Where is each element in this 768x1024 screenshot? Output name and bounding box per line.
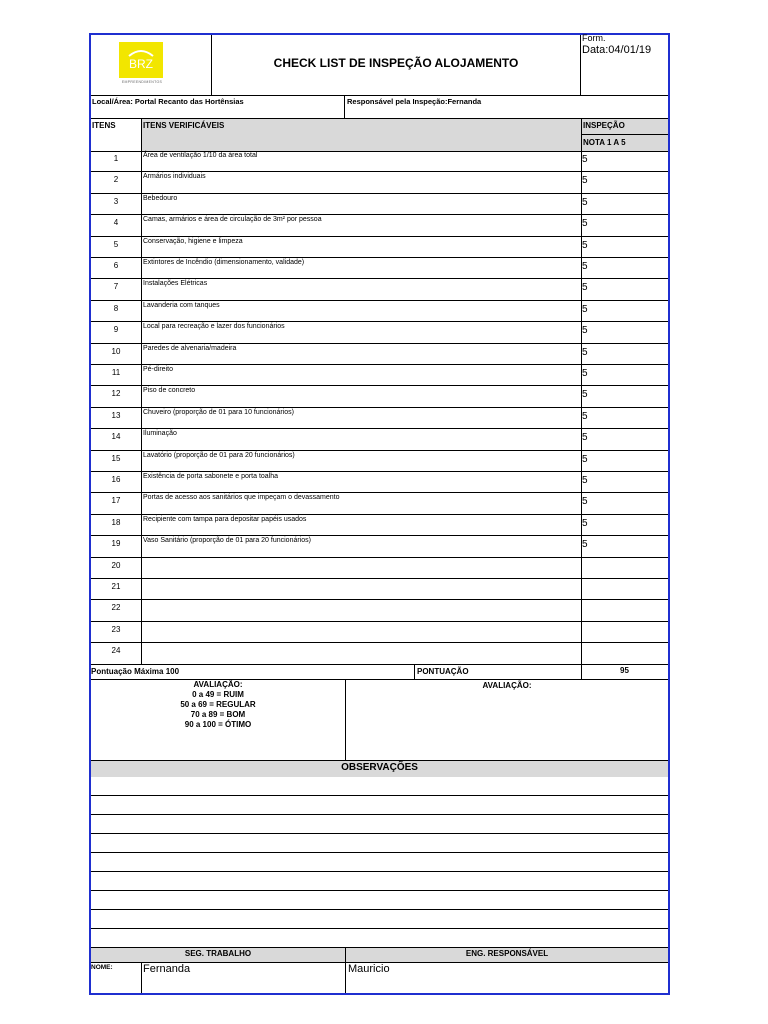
item-score: 5 bbox=[582, 539, 588, 551]
item-score: 5 bbox=[582, 368, 588, 379]
table-row bbox=[91, 322, 668, 343]
item-description: Pé-direito bbox=[143, 366, 173, 373]
form-label: Form. bbox=[582, 33, 606, 43]
item-description: Área de ventilação 1/10 da área total bbox=[143, 152, 258, 159]
col-items-header: ITENS bbox=[92, 121, 116, 130]
item-description: Portas de acesso aos sanitários que impeçam o devassamento bbox=[143, 494, 340, 502]
item-number: 4 bbox=[113, 218, 119, 228]
evaluation-scale bbox=[91, 680, 345, 730]
item-number: 3 bbox=[113, 196, 119, 206]
item-number: 7 bbox=[113, 282, 119, 292]
page-title: CHECK LIST DE INSPEÇÃO ALOJAMENTO bbox=[273, 56, 519, 70]
table-row bbox=[91, 536, 668, 557]
item-number: 20 bbox=[111, 560, 121, 570]
item-number: 10 bbox=[111, 346, 121, 356]
table-row bbox=[91, 215, 668, 236]
item-score: 5 bbox=[582, 410, 588, 422]
item-score: 5 bbox=[582, 475, 588, 486]
logo-text: BRZ bbox=[129, 57, 153, 71]
item-number: 21 bbox=[111, 582, 121, 591]
logo-subtext: EMPREENDIMENTOS bbox=[121, 80, 163, 84]
table-row bbox=[91, 451, 668, 472]
item-score: 5 bbox=[582, 346, 588, 358]
table-row bbox=[91, 408, 668, 429]
item-description: Instalações Elétricas bbox=[143, 280, 208, 288]
observation-line[interactable] bbox=[91, 796, 668, 815]
item-description: Bebedouro bbox=[143, 194, 178, 202]
col-inspection-header: INSPEÇÃO bbox=[583, 121, 625, 130]
observation-line[interactable] bbox=[91, 853, 668, 872]
item-number: 9 bbox=[113, 325, 119, 335]
item-number: 11 bbox=[111, 368, 121, 377]
table-row bbox=[91, 258, 668, 279]
item-score: 5 bbox=[582, 389, 588, 401]
item-description: Piso de concreto bbox=[143, 387, 196, 395]
item-number: 24 bbox=[111, 646, 121, 656]
evaluation-right-title: AVALIAÇÃO: bbox=[482, 681, 532, 690]
item-number: 23 bbox=[111, 624, 121, 634]
table-row bbox=[91, 386, 668, 407]
item-number: 19 bbox=[111, 539, 121, 549]
item-description: Iluminação bbox=[143, 430, 177, 438]
col-note-header: NOTA 1 A 5 bbox=[583, 138, 626, 147]
points-value: 95 bbox=[620, 666, 629, 675]
table-row bbox=[91, 472, 668, 493]
item-score: 5 bbox=[582, 303, 588, 315]
item-description: Extintores de Incêndio (dimensionamento, validade) bbox=[143, 259, 305, 266]
table-row bbox=[91, 365, 668, 386]
eng-responsavel-label: ENG. RESPONSÁVEL bbox=[465, 949, 549, 958]
seg-name: Fernanda bbox=[143, 963, 191, 975]
seg-trabalho-label: SEG. TRABALHO bbox=[184, 949, 252, 958]
item-score: 5 bbox=[582, 432, 588, 444]
item-description: Local para recreação e lazer dos funcionários bbox=[143, 323, 285, 331]
points-label: PONTUAÇÃO bbox=[417, 667, 469, 676]
observation-line[interactable] bbox=[91, 834, 668, 853]
eng-name: Mauricio bbox=[348, 963, 390, 975]
observation-line[interactable] bbox=[91, 872, 668, 891]
item-description: Vaso Sanitário (proporção de 01 para 20 funcionários) bbox=[143, 537, 311, 545]
item-description: Armários individuais bbox=[143, 173, 206, 181]
item-score: 5 bbox=[582, 496, 588, 508]
inspection-responsible: Responsável pela Inspeção:Fernanda bbox=[347, 97, 482, 106]
item-number: 12 bbox=[111, 389, 121, 399]
item-description: Conservação, higiene e limpeza bbox=[143, 237, 243, 245]
table-row bbox=[91, 344, 668, 365]
local-area: Local/Área: Portal Recanto das Hortênsias bbox=[92, 97, 244, 106]
table-row bbox=[91, 515, 668, 536]
table-row bbox=[91, 429, 668, 450]
table-row bbox=[91, 237, 668, 258]
scale-bom: 70 a 89 = BOM bbox=[190, 710, 246, 719]
item-number: 13 bbox=[111, 410, 121, 420]
item-score: 5 bbox=[582, 261, 588, 272]
item-number: 17 bbox=[111, 496, 121, 506]
item-number: 5 bbox=[113, 239, 119, 249]
item-number: 18 bbox=[111, 517, 121, 527]
table-row bbox=[91, 579, 668, 600]
table-row bbox=[91, 600, 668, 621]
item-score: 5 bbox=[582, 154, 588, 165]
observation-line[interactable] bbox=[91, 777, 668, 796]
table-row bbox=[91, 151, 668, 172]
item-score: 5 bbox=[582, 325, 588, 337]
col-verifiable-header: ITENS VERIFICÁVEIS bbox=[143, 121, 225, 130]
max-score-label: Pontuação Máxima 100 bbox=[91, 667, 180, 676]
date-label: Data:04/01/19 bbox=[582, 44, 652, 56]
item-number: 1 bbox=[113, 154, 119, 163]
item-score: 5 bbox=[582, 517, 588, 529]
table-row bbox=[91, 172, 668, 193]
item-number: 22 bbox=[111, 603, 121, 613]
observation-line[interactable] bbox=[91, 891, 668, 910]
item-score: 5 bbox=[582, 453, 588, 465]
item-number: 8 bbox=[113, 303, 119, 313]
item-score: 5 bbox=[582, 282, 588, 294]
item-number: 15 bbox=[111, 453, 121, 463]
item-number: 2 bbox=[113, 175, 119, 185]
item-number: 16 bbox=[111, 475, 121, 484]
table-row bbox=[91, 643, 668, 664]
scale-ruim: 0 a 49 = RUIM bbox=[192, 690, 244, 699]
item-description: Camas, armários e área de circulação de 3m² por pessoa bbox=[143, 216, 322, 224]
item-score: 5 bbox=[582, 196, 588, 208]
observation-line[interactable] bbox=[91, 815, 668, 834]
logo bbox=[119, 42, 163, 78]
table-row bbox=[91, 194, 668, 215]
item-description: Lavatório (proporção de 01 para 20 funcionários) bbox=[143, 451, 295, 459]
item-score: 5 bbox=[582, 175, 588, 187]
item-description: Recipiente com tampa para depositar papéis usados bbox=[143, 515, 307, 523]
observations-title: OBSERVAÇÕES bbox=[341, 762, 418, 773]
table-row bbox=[91, 622, 668, 643]
table-row bbox=[91, 279, 668, 300]
item-number: 6 bbox=[113, 261, 119, 270]
item-description: Existência de porta sabonete e porta toalha bbox=[143, 473, 279, 480]
scale-otimo: 90 a 100 = ÓTIMO bbox=[184, 720, 252, 729]
item-description: Paredes de alvenaria/madeira bbox=[143, 344, 237, 352]
item-score: 5 bbox=[582, 239, 588, 251]
observation-line[interactable] bbox=[91, 910, 668, 929]
scale-regular: 50 a 69 = REGULAR bbox=[180, 700, 256, 709]
name-label: NOME: bbox=[91, 964, 113, 971]
table-row bbox=[91, 301, 668, 322]
evaluation-left-title: AVALIAÇÃO: bbox=[193, 680, 243, 689]
table-row bbox=[91, 558, 668, 579]
item-description: Chuveiro (proporção de 01 para 10 funcionários) bbox=[143, 408, 294, 416]
item-score: 5 bbox=[582, 218, 588, 230]
table-row bbox=[91, 493, 668, 514]
observation-line[interactable] bbox=[91, 929, 668, 948]
item-description: Lavanderia com tanques bbox=[143, 301, 220, 309]
item-number: 14 bbox=[111, 432, 121, 442]
